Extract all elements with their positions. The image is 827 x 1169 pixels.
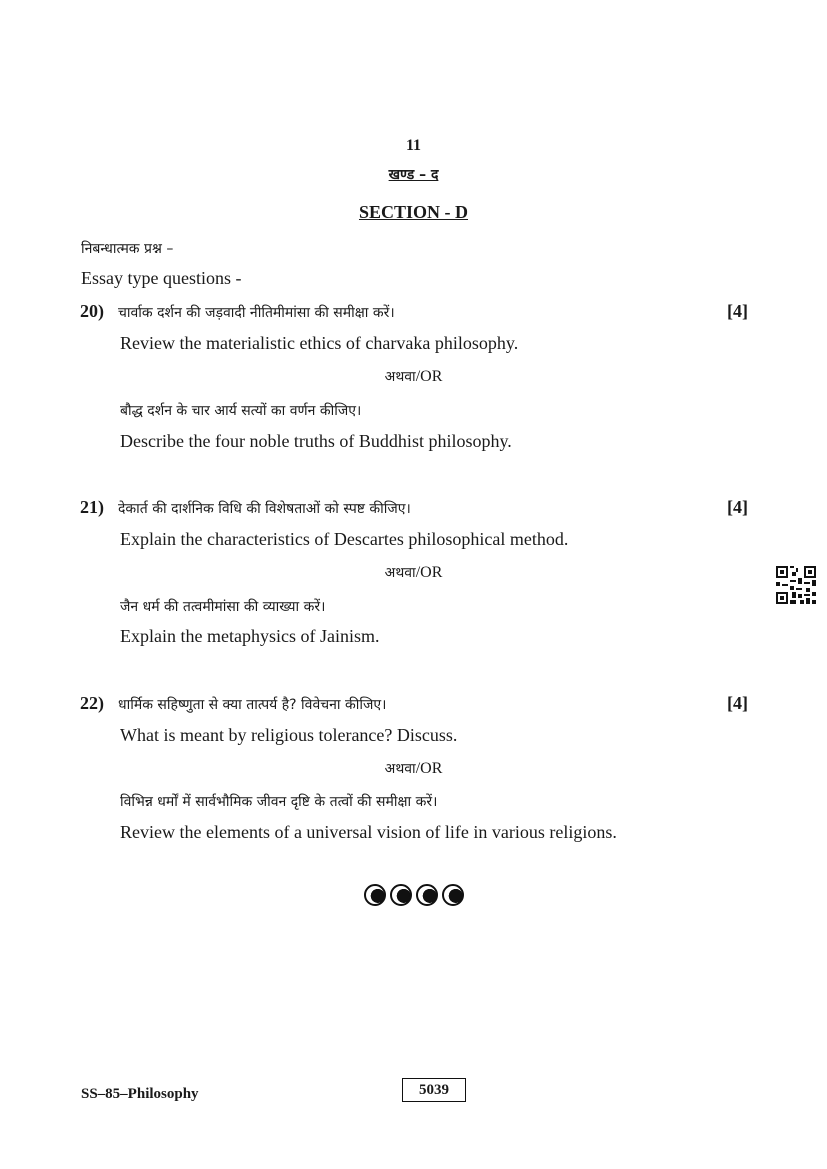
alt-question-english: Review the elements of a universal vision of life in various religions.: [120, 822, 617, 842]
question-marks: [4]: [727, 693, 748, 713]
alt-question-hindi: बौद्ध दर्शन के चार आर्य सत्यों का वर्णन कीजिए।: [120, 403, 362, 419]
subject-code: SS–85–Philosophy: [81, 1086, 199, 1102]
or-separator: अथवा/OR: [384, 760, 443, 777]
question-english: What is meant by religious tolerance? Discuss.: [120, 725, 458, 745]
question-hindi: चार्वाक दर्शन की जड़वादी नीतिमीमांसा की समीक्षा करें।: [118, 305, 395, 321]
question-english: Explain the characteristics of Descartes philosophical method.: [120, 529, 569, 549]
end-of-paper-mark: [0, 884, 827, 911]
paper-code-box: 5039: [402, 1078, 466, 1102]
question-number: 22): [80, 693, 104, 713]
alt-question-english: Explain the metaphysics of Jainism.: [120, 626, 380, 646]
section-title-english: SECTION - D: [358, 202, 469, 222]
intro-hindi: निबन्धात्मक प्रश्न –: [81, 241, 174, 257]
or-separator: अथवा/OR: [384, 564, 443, 581]
qr-code-icon: [776, 566, 816, 604]
alt-question-hindi: जैन धर्म की तत्वमीमांसा की व्याख्या करें।: [120, 599, 326, 615]
question-english: Review the materialistic ethics of charvaka philosophy.: [120, 333, 519, 353]
page-number: 11: [405, 137, 422, 154]
question-number: 20): [80, 301, 104, 321]
circle-icon: [442, 884, 464, 906]
alt-question-hindi: विभिन्न धर्मों में सार्वभौमिक जीवन दृष्टि के तत्वों की समीक्षा करें।: [120, 794, 438, 810]
question-number: 21): [80, 497, 104, 517]
circle-icon: [390, 884, 412, 906]
question-marks: [4]: [727, 497, 748, 517]
alt-question-english: Describe the four noble truths of Buddhist philosophy.: [120, 431, 512, 451]
circle-icon: [364, 884, 386, 906]
intro-english: Essay type questions -: [81, 268, 242, 288]
circle-icon: [416, 884, 438, 906]
question-hindi: देकार्त की दार्शनिक विधि की विशेषताओं को स्पष्ट कीजिए।: [118, 501, 411, 517]
or-separator: अथवा/OR: [384, 368, 443, 385]
section-title-hindi: खण्ड – द: [388, 167, 439, 183]
question-marks: [4]: [727, 301, 748, 321]
question-hindi: धार्मिक सहिष्णुता से क्या तात्पर्य है? विवेचना कीजिए।: [118, 697, 387, 713]
